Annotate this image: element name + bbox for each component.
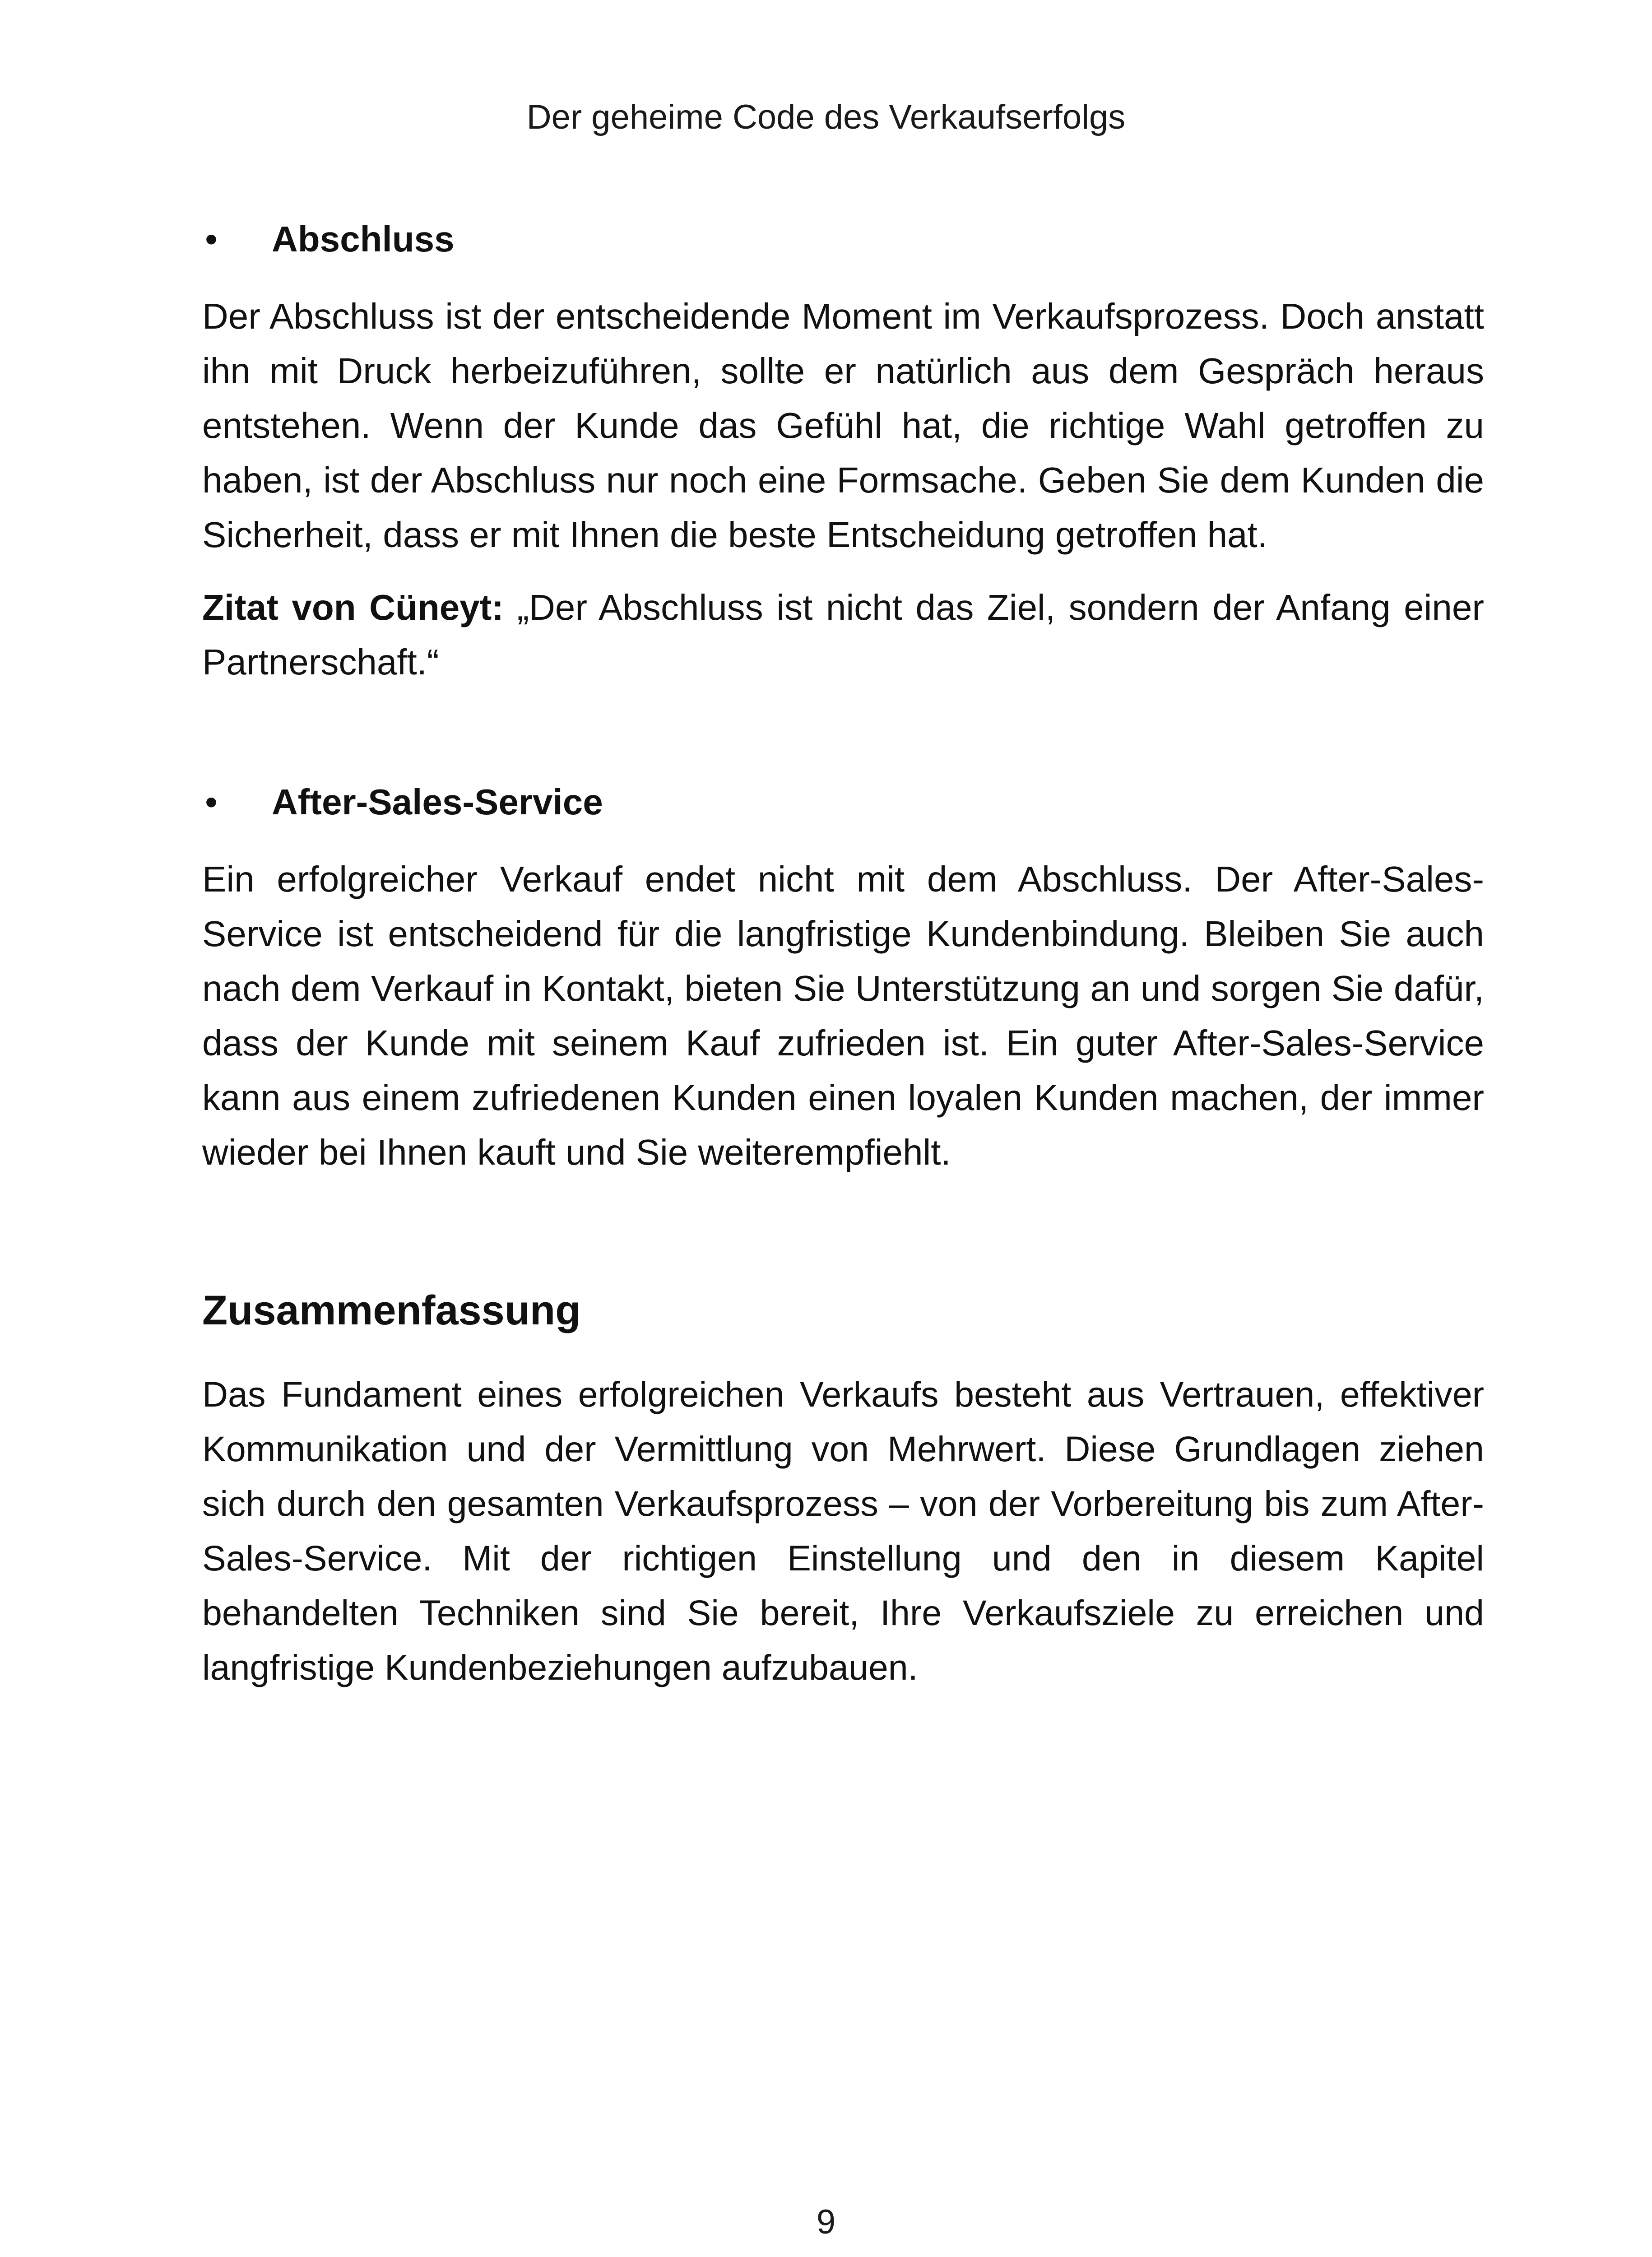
page-number: 9 — [816, 2203, 836, 2241]
after-sales-paragraph: Ein erfolgreicher Verkauf endet nicht mit dem Abschluss. Der After-Sales-Service ist entscheidend für die langfristige Kundenbindung. Bleiben Sie auch nach dem Verkauf in Kontakt, bieten Sie Unterstützung an und sorgen Sie dafür, dass der Kunde mit seinem Kauf zufrieden ist. Ein guter After-Sales-Service kann aus einem zufriedenen Kunden einen loyalen Kunden machen, der immer wieder bei Ihnen kauft und Sie weiterempfiehlt. — [202, 859, 1484, 1172]
section-heading-label: After-Sales-Service — [272, 782, 603, 822]
section-heading-label: Abschluss — [272, 219, 455, 259]
bullet-icon: • — [205, 782, 218, 822]
bullet-icon: • — [205, 219, 218, 259]
section-heading-abschluss — [202, 212, 1484, 266]
quote-label: Zitat von Cüneyt: — [202, 587, 504, 627]
summary-paragraph: Das Fundament eines erfolgreichen Verkaufs besteht aus Vertrauen, effektiver Kommunikation und der Vermittlung von Mehrwert. Diese Grundlagen ziehen sich durch den gesamten Verkaufsprozess – von der Vorbereitung bis zum After-Sales-Service. Mit der richtigen Einstellung und den in diesem Kapitel behandelten Techniken sind Sie bereit, Ihre Verkaufsziele zu erreichen und langfristige Kundenbeziehungen aufzubauen. — [202, 1374, 1484, 1687]
spacer — [202, 1198, 1484, 1281]
spacer — [202, 689, 1484, 775]
quote-block — [202, 580, 1484, 689]
page-body — [202, 212, 1484, 1695]
running-header: Der geheime Code des Verkaufserfolgs — [526, 98, 1126, 136]
quote-text: „Der Abschluss ist nicht das Ziel, sondern der Anfang einer Partnerschaft.“ — [202, 587, 1484, 682]
abschluss-paragraph: Der Abschluss ist der entscheidende Moment im Verkaufsprozess. Doch anstatt ihn mit Druck herbeizuführen, sollte er natürlich aus dem Gespräch heraus entstehen. Wenn der Kunde das Gefühl hat, die richtige Wahl getroffen zu haben, ist der Abschluss nur noch eine Formsache. Geben Sie dem Kunden die Sicherheit, dass er mit Ihnen die beste Entscheidung getroffen hat. — [202, 296, 1484, 555]
section-heading-after-sales — [202, 775, 1484, 829]
summary-title: Zusammenfassung — [202, 1287, 581, 1333]
